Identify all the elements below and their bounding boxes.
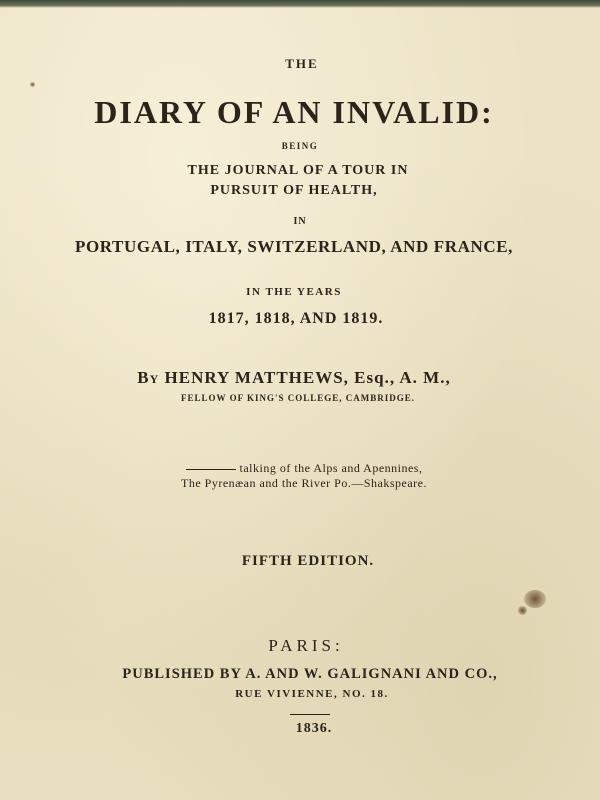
foxing-stain bbox=[30, 82, 35, 87]
main-title: DIARY OF AN INVALID: bbox=[94, 94, 494, 130]
epigraph-line-1 bbox=[4, 461, 600, 476]
foxing-stain bbox=[524, 590, 546, 608]
years-line: 1817, 1818, AND 1819. bbox=[208, 310, 384, 327]
epigraph-line-2: The Pyrenæan and the River Po.—Shakspeare. bbox=[181, 476, 427, 490]
being-label: BEING bbox=[281, 141, 319, 151]
epigraph-dash bbox=[186, 469, 236, 470]
imprint-publisher: PUBLISHED BY A. AND W. GALIGNANI AND CO., bbox=[122, 666, 498, 682]
author-line bbox=[0, 368, 594, 388]
foxing-stain bbox=[518, 606, 527, 615]
epigraph-text-1: talking of the Alps and Apennines, bbox=[239, 461, 423, 475]
in-label: IN bbox=[293, 216, 307, 227]
countries-line: PORTUGAL, ITALY, SWITZERLAND, AND FRANCE, bbox=[74, 237, 514, 256]
title-article: THE bbox=[285, 56, 319, 71]
in-the-years-label: IN THE YEARS bbox=[246, 286, 342, 298]
imprint-rule bbox=[290, 714, 330, 715]
author-by: By bbox=[137, 368, 160, 387]
imprint-place: PARIS: bbox=[268, 636, 344, 655]
book-edge bbox=[0, 0, 600, 8]
subtitle-line-2: PURSUIT OF HEALTH, bbox=[210, 183, 378, 198]
imprint-address: RUE VIVIENNE, NO. 18. bbox=[235, 688, 389, 700]
author-affiliation: FELLOW OF KING'S COLLEGE, CAMBRIDGE. bbox=[180, 393, 416, 403]
subtitle-line-1: THE JOURNAL OF A TOUR IN bbox=[187, 163, 409, 178]
imprint-year: 1836. bbox=[295, 721, 333, 736]
edition-line: FIFTH EDITION. bbox=[241, 553, 375, 569]
author-name: HENRY MATTHEWS, Esq., A. M., bbox=[164, 368, 451, 387]
